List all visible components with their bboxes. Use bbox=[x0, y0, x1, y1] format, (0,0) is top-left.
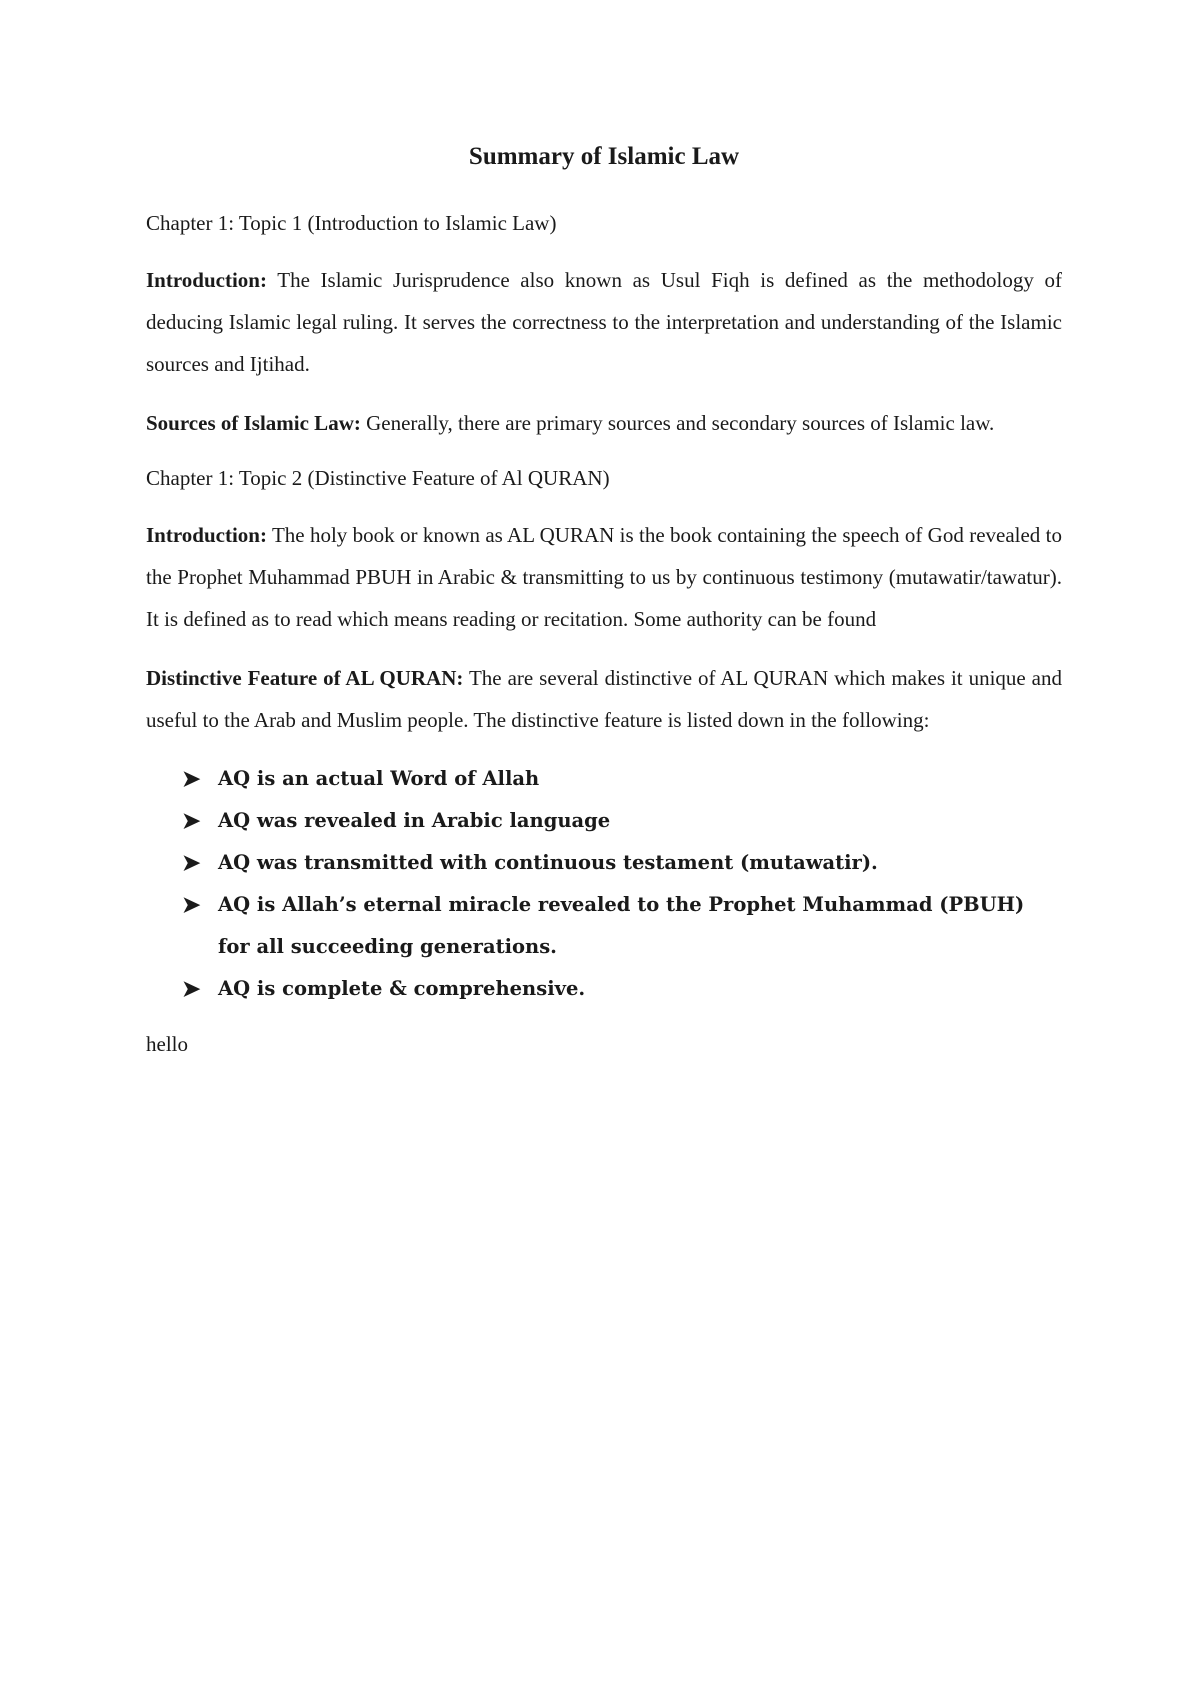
sources-label: Sources of Islamic Law: bbox=[146, 411, 361, 435]
feature-text: AQ is complete & comprehensive. bbox=[218, 977, 586, 1000]
introduction-label: Introduction: bbox=[146, 268, 267, 292]
document-title: Summary of Islamic Law bbox=[468, 143, 740, 170]
closing-text: hello bbox=[146, 1032, 188, 1056]
distinctive-paragraph bbox=[146, 657, 1062, 741]
introduction-label: Introduction: bbox=[146, 523, 267, 547]
chapter-heading-topic-2: Chapter 1: Topic 2 (Distinctive Feature of Al QURAN) bbox=[146, 466, 610, 490]
arrow-bullet-icon: ➤ bbox=[182, 976, 201, 1002]
list-item bbox=[182, 884, 1062, 968]
feature-text: AQ is an actual Word of Allah bbox=[218, 767, 540, 790]
list-item bbox=[182, 758, 1062, 800]
sources-text: Generally, there are primary sources and secondary sources of Islamic law. bbox=[360, 411, 995, 435]
introduction-paragraph-1 bbox=[146, 259, 1062, 385]
feature-list bbox=[146, 758, 1062, 1010]
distinctive-label: Distinctive Feature of AL QURAN: bbox=[146, 666, 464, 690]
feature-text: AQ is Allah’s eternal miracle revealed to the Prophet Muhammad (PBUH) for all succeeding generations. bbox=[218, 893, 1025, 958]
list-item bbox=[182, 842, 1062, 884]
introduction-text: The Islamic Jurisprudence also known as Usul Fiqh is defined as the methodology of deducing Islamic legal ruling. It serves the correctness to the interpretation and understanding of the Islamic sources and Ijtihad. bbox=[146, 268, 1062, 376]
feature-text: AQ was revealed in Arabic language bbox=[218, 809, 611, 832]
chapter-heading-topic-1: Chapter 1: Topic 1 (Introduction to Islamic Law) bbox=[146, 211, 557, 235]
introduction-text: The holy book or known as AL QURAN is the book containing the speech of God revealed to the Prophet Muhammad PBUH in Arabic & transmitting to us by continuous testimony (mutawatir/tawatur). It is defined as to read which means reading or recitation. Some authority can be found bbox=[146, 523, 1062, 631]
list-item bbox=[182, 968, 1062, 1010]
arrow-bullet-icon: ➤ bbox=[182, 850, 201, 876]
sources-paragraph bbox=[146, 402, 1062, 444]
feature-text: AQ was transmitted with continuous testament (mutawatir). bbox=[218, 851, 878, 874]
document-page bbox=[146, 140, 1062, 1078]
arrow-bullet-icon: ➤ bbox=[182, 766, 201, 792]
arrow-bullet-icon: ➤ bbox=[182, 808, 201, 834]
list-item bbox=[182, 800, 1062, 842]
distinctive-text: The are several distinctive of AL QURAN which makes it unique and useful to the Arab and Muslim people. The distinctive feature is listed down in the following: bbox=[146, 666, 1063, 732]
arrow-bullet-icon: ➤ bbox=[182, 892, 201, 918]
introduction-paragraph-2 bbox=[146, 514, 1062, 640]
